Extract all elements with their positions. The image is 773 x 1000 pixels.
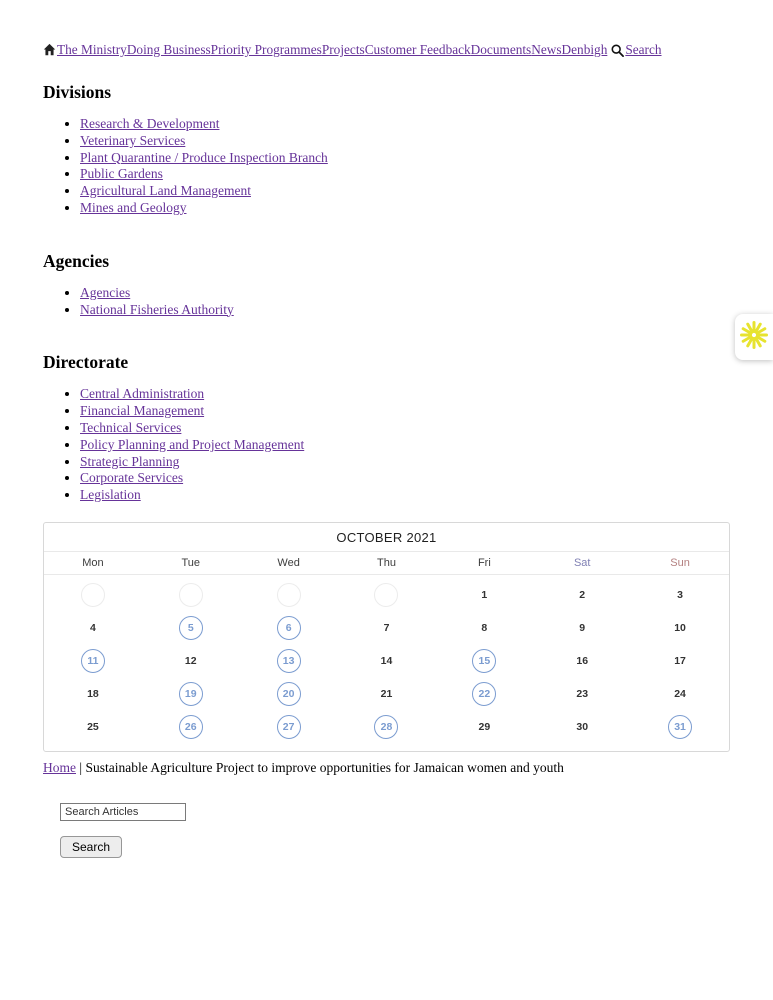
calendar-day-14: 14 [380, 655, 393, 668]
calendar-cell [668, 682, 692, 706]
nav-search [609, 42, 661, 57]
calendar-day-9: 9 [579, 622, 586, 635]
calendar-cell [472, 715, 496, 739]
calendar-cell [374, 715, 398, 739]
calendar-cell [179, 715, 203, 739]
calendar-day-26-event-link[interactable]: 26 [179, 715, 203, 739]
event-calendar [43, 522, 730, 752]
list-item [80, 200, 773, 217]
search-icon [609, 42, 625, 57]
calendar-grid [44, 575, 729, 751]
breadcrumb-separator: | [76, 759, 86, 775]
main-nav-links [57, 42, 607, 57]
section-directorate [0, 352, 773, 504]
calendar-day-13-event-link[interactable]: 13 [277, 649, 301, 673]
calendar-day-5-event-link[interactable]: 5 [179, 616, 203, 640]
link-financial-management[interactable]: Financial Management [80, 403, 205, 419]
nav-link-doing-business[interactable]: Doing Business [126, 42, 211, 57]
link-public-gardens[interactable]: Public Gardens [80, 166, 163, 182]
calendar-cell [277, 649, 301, 673]
empty-day [179, 583, 203, 607]
calendar-week-row [44, 645, 729, 678]
calendar-day-29: 29 [478, 721, 491, 734]
calendar-cell [81, 715, 105, 739]
empty-day [374, 583, 398, 607]
section-title-directorate: Directorate [43, 352, 129, 373]
calendar-cell [472, 583, 496, 607]
calendar-cell [179, 583, 203, 607]
link-agricultural-land-management[interactable]: Agricultural Land Management [80, 183, 251, 199]
list-item [80, 454, 773, 471]
calendar-cell [668, 649, 692, 673]
section-link-list [43, 285, 773, 319]
nav-link-projects[interactable]: Projects [321, 42, 365, 57]
calendar-day-15-event-link[interactable]: 15 [472, 649, 496, 673]
list-item [80, 183, 773, 200]
calendar-cell [179, 682, 203, 706]
day-header-tue: Tue [181, 556, 201, 569]
calendar-cell [81, 682, 105, 706]
list-item [80, 166, 773, 183]
link-strategic-planning[interactable]: Strategic Planning [80, 453, 180, 469]
calendar-day-12: 12 [184, 655, 197, 668]
day-header-mon: Mon [82, 556, 104, 569]
section-agencies [0, 251, 773, 319]
nav-link-customer-feedback[interactable]: Customer Feedback [364, 42, 471, 57]
nav-link-the-ministry[interactable]: The Ministry [57, 42, 127, 57]
calendar-cell [472, 682, 496, 706]
calendar-cell [277, 682, 301, 706]
calendar-day-23: 23 [576, 688, 589, 701]
section-title-divisions: Divisions [43, 82, 112, 102]
calendar-cell [570, 682, 594, 706]
calendar-day-19-event-link[interactable]: 19 [179, 682, 203, 706]
list-item [80, 302, 773, 319]
day-header-fri: Fri [477, 556, 491, 569]
calendar-cell [179, 649, 203, 673]
calendar-title: OCTOBER 2021 [44, 523, 729, 552]
link-legislation[interactable]: Legislation [80, 487, 141, 503]
link-agencies[interactable]: Agencies [80, 284, 131, 300]
calendar-cell [570, 649, 594, 673]
calendar-day-22-event-link[interactable]: 22 [472, 682, 496, 706]
day-header-wed: Wed [277, 556, 300, 569]
list-item [80, 470, 773, 487]
calendar-day-7: 7 [383, 622, 390, 635]
calendar-day-10: 10 [674, 622, 686, 635]
day-header-sat: Sat [573, 556, 591, 569]
main-nav [0, 0, 773, 58]
calendar-week-row [44, 678, 729, 711]
calendar-day-4: 4 [90, 622, 96, 635]
calendar-day-6-event-link[interactable]: 6 [277, 616, 301, 640]
calendar-day-headers [44, 552, 729, 575]
calendar-cell [570, 715, 594, 739]
calendar-day-31-event-link[interactable]: 31 [668, 715, 692, 739]
calendar-day-21: 21 [380, 688, 393, 701]
calendar-cell [277, 583, 301, 607]
calendar-cell [668, 715, 692, 739]
article-search [60, 802, 773, 858]
link-veterinary-services[interactable]: Veterinary Services [80, 132, 186, 148]
nav-link-priority-programmes[interactable]: Priority Programmes [210, 42, 322, 57]
empty-day [81, 583, 105, 607]
calendar-cell [374, 682, 398, 706]
section-link-list [43, 386, 773, 504]
calendar-day-27-event-link[interactable]: 27 [277, 715, 301, 739]
calendar-cell [374, 583, 398, 607]
calendar-week-row [44, 711, 729, 744]
calendar-cell [179, 616, 203, 640]
calendar-week-row [44, 579, 729, 612]
day-header-thu: Thu [377, 556, 396, 569]
day-header-sun: Sun [670, 556, 690, 569]
link-central-administration[interactable]: Central Administration [80, 386, 205, 402]
list-item [80, 437, 773, 454]
sections [0, 82, 773, 504]
calendar-cell [81, 649, 105, 673]
calendar-cell [374, 616, 398, 640]
calendar-cell [472, 616, 496, 640]
calendar-cell [81, 616, 105, 640]
breadcrumb-home-link[interactable]: Home [43, 759, 76, 775]
link-national-fisheries-authority[interactable]: National Fisheries Authority [80, 301, 234, 317]
list-item [80, 386, 773, 403]
calendar-day-3: 3 [677, 589, 683, 602]
home-icon[interactable] [43, 42, 57, 57]
calendar-cell [472, 649, 496, 673]
article-search-input[interactable] [60, 803, 186, 821]
section-title-agencies: Agencies [43, 250, 110, 271]
link-technical-services[interactable]: Technical Services [80, 419, 182, 435]
calendar-cell [668, 616, 692, 640]
calendar-day-30: 30 [576, 721, 589, 734]
nav-link-news[interactable]: News [531, 42, 562, 57]
calendar-day-1: 1 [481, 589, 488, 602]
calendar-day-11-event-link[interactable]: 11 [81, 649, 105, 673]
link-policy-planning-and-project-management[interactable]: Policy Planning and Project Management [80, 436, 305, 452]
nav-link-denbigh[interactable]: Denbigh [561, 42, 608, 57]
article-search-button[interactable]: Search [60, 836, 122, 858]
article-search-button-row [60, 836, 773, 858]
calendar-day-28-event-link[interactable]: 28 [374, 715, 398, 739]
list-item [80, 133, 773, 150]
calendar-cell [277, 616, 301, 640]
link-corporate-services[interactable]: Corporate Services [80, 470, 184, 486]
calendar-day-2: 2 [579, 589, 586, 602]
calendar-day-20-event-link[interactable]: 20 [277, 682, 301, 706]
list-item [80, 420, 773, 437]
calendar-day-18: 18 [87, 688, 99, 701]
calendar-cell [570, 616, 594, 640]
list-item [80, 285, 773, 302]
calendar-cell [668, 583, 692, 607]
asterisk-starburst-icon [739, 320, 769, 355]
calendar-day-8: 8 [481, 622, 488, 635]
list-item [80, 403, 773, 420]
empty-day [277, 583, 301, 607]
list-item [80, 487, 773, 504]
section-link-list [43, 116, 773, 217]
link-plant-quarantine-produce-inspection-branch[interactable]: Plant Quarantine / Produce Inspection Branch [80, 149, 328, 165]
breadcrumb-page-title: Sustainable Agriculture Project to improve opportunities for Jamaican women and youth [85, 759, 564, 775]
calendar-day-25: 25 [87, 721, 99, 734]
calendar-day-16: 16 [576, 655, 589, 668]
list-item [80, 150, 773, 167]
list-item [80, 116, 773, 133]
nav-search-link[interactable]: Search [625, 42, 662, 57]
calendar-week-row [44, 612, 729, 645]
calendar-cell [81, 583, 105, 607]
calendar-day-17: 17 [674, 655, 686, 668]
calendar-cell [374, 649, 398, 673]
calendar-cell [277, 715, 301, 739]
link-research-development[interactable]: Research & Development [80, 116, 220, 131]
breadcrumb [43, 760, 730, 776]
calendar-day-24: 24 [674, 688, 686, 701]
nav-link-documents[interactable]: Documents [470, 42, 532, 57]
section-divisions [0, 82, 773, 217]
calendar-cell [570, 583, 594, 607]
floating-asterisk-widget[interactable] [735, 314, 773, 360]
link-mines-and-geology[interactable]: Mines and Geology [80, 199, 187, 215]
